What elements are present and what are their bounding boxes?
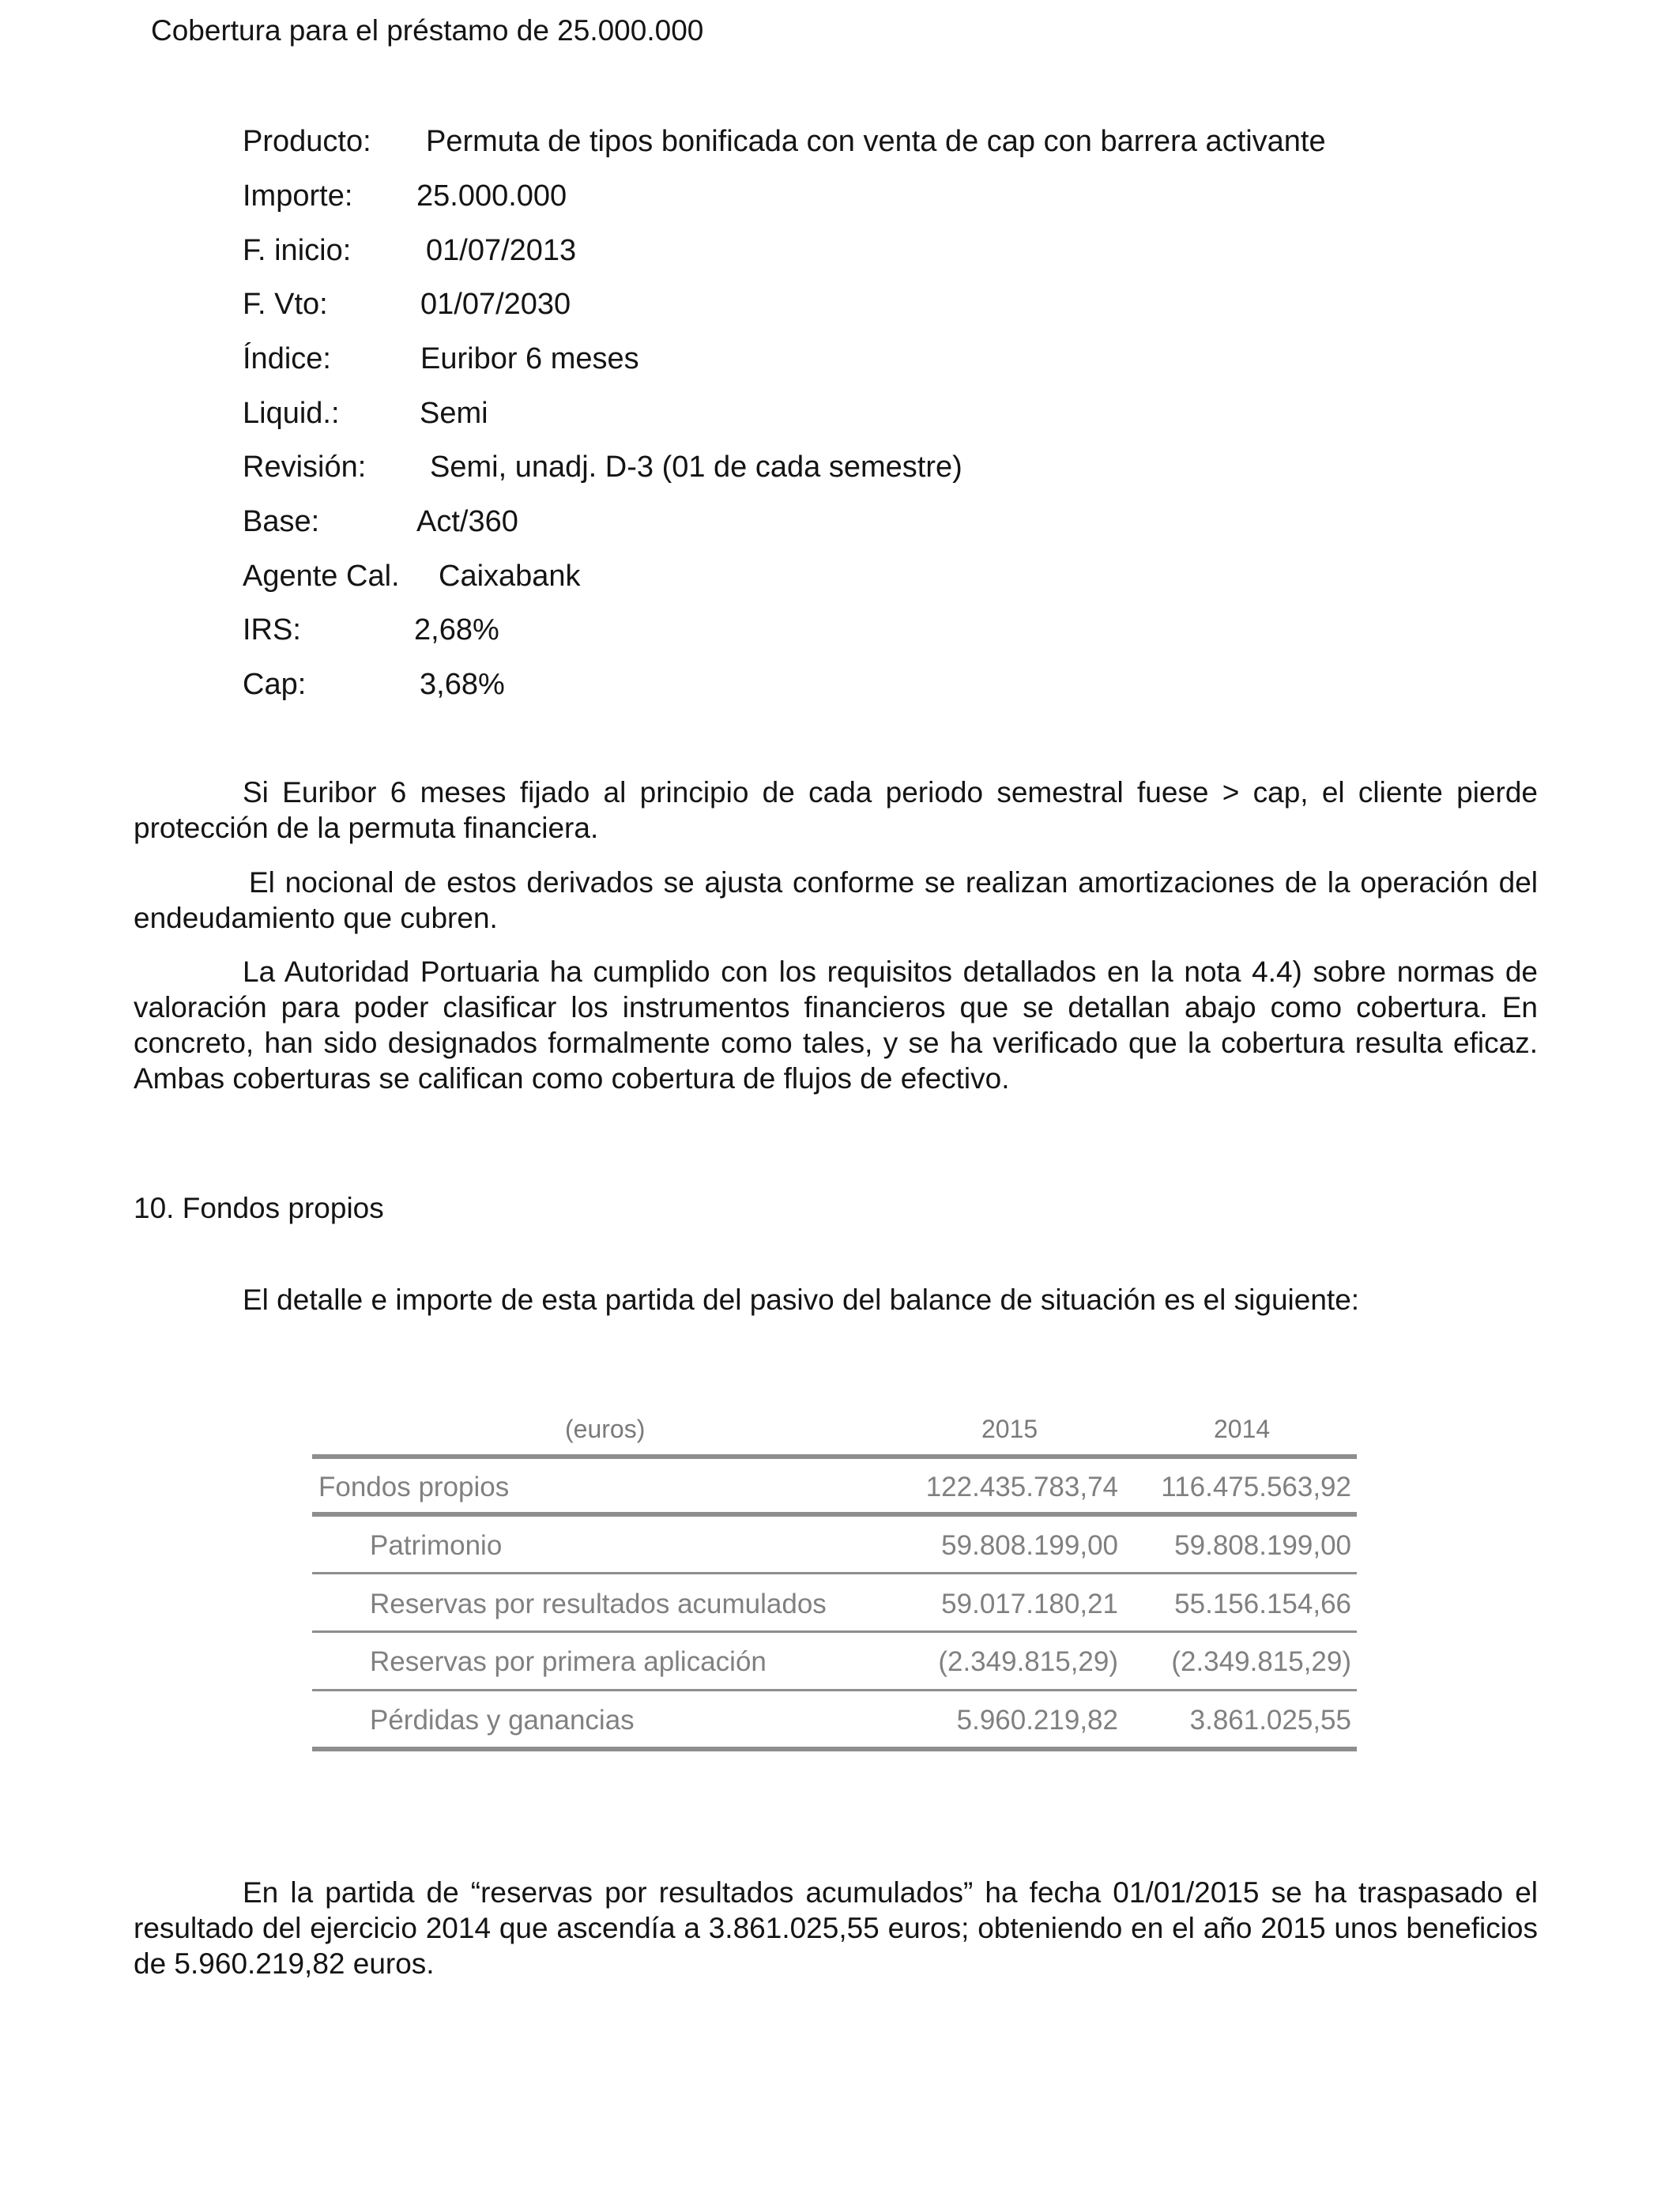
section-heading: 10. Fondos propios bbox=[134, 1192, 384, 1224]
row-value-2014: 3.861.025,55 bbox=[1189, 1705, 1351, 1736]
spec-label-vto: F. Vto: bbox=[243, 288, 328, 321]
table-rule bbox=[312, 1572, 1357, 1574]
spec-value-indice: Euribor 6 meses bbox=[420, 342, 639, 375]
paragraph-autoridad bbox=[134, 954, 1538, 1096]
spec-label-irs: IRS: bbox=[243, 613, 301, 647]
spec-label-cap: Cap: bbox=[243, 668, 307, 701]
paragraph-nocional bbox=[134, 865, 1538, 936]
spec-value-importe: 25.000.000 bbox=[416, 179, 567, 213]
row-value-2015: 59.017.180,21 bbox=[941, 1589, 1118, 1619]
spec-label-liquid: Liquid.: bbox=[243, 397, 340, 430]
row-label: Reservas por primera aplicación bbox=[370, 1646, 767, 1677]
row-value-2014: 59.808.199,00 bbox=[1174, 1530, 1351, 1561]
row-value-2014: (2.349.815,29) bbox=[1171, 1646, 1351, 1677]
table-header-label: (euros) bbox=[565, 1415, 646, 1443]
paragraph-autoridad-text: La Autoridad Portuaria ha cumplido con los requisitos detallados en la nota 4.4) sobre normas de valoración para poder clasificar los instrumentos financieros que se detallan abajo como cobertura. En concreto, han sido designados formalmente como tales, y se ha verificado que la cobertura resulta eficaz. Ambas coberturas se califican como cobertura de flujos de efectivo. bbox=[134, 956, 1538, 1095]
spec-value-vto: 01/07/2030 bbox=[420, 288, 571, 321]
section-intro: El detalle e importe de esta partida del pasivo del balance de situación es el siguiente: bbox=[243, 1284, 1360, 1316]
spec-value-irs: 2,68% bbox=[414, 613, 499, 647]
paragraph-cap-condition-text: Si Euribor 6 meses fijado al principio de cada periodo semestral fuese > cap, el cliente pierde protección de la permuta financiera. bbox=[134, 776, 1538, 844]
table-header-2015: 2015 bbox=[981, 1415, 1038, 1443]
row-value-2015: 5.960.219,82 bbox=[956, 1705, 1118, 1736]
document-title: Cobertura para el préstamo de 25.000.000 bbox=[151, 14, 704, 47]
spec-value-base: Act/360 bbox=[416, 505, 518, 538]
spec-label-base: Base: bbox=[243, 505, 320, 538]
paragraph-nocional-text: El nocional de estos derivados se ajusta conforme se realizan amortizaciones de la operación del endeudamiento que cubren. bbox=[134, 866, 1538, 934]
spec-value-cap: 3,68% bbox=[420, 668, 505, 701]
spec-label-agente: Agente Cal. bbox=[243, 560, 400, 593]
row-value-2014: 55.156.154,66 bbox=[1174, 1589, 1351, 1619]
table-rule bbox=[312, 1630, 1357, 1633]
spec-value-inicio: 01/07/2013 bbox=[426, 234, 577, 267]
table-rule bbox=[312, 1689, 1357, 1691]
row-label: Reservas por resultados acumulados bbox=[370, 1589, 827, 1619]
paragraph-closing-text: En la partida de “reservas por resultados acumulados” ha fecha 01/01/2015 se ha traspasado el resultado del ejercicio 2014 que ascendía a 3.861.025,55 euros; obteniendo en el año 2015 unos beneficios de 5.960.219,82 euros. bbox=[134, 1876, 1538, 1980]
paragraph-cap-condition bbox=[134, 775, 1538, 846]
row-value-2015: (2.349.815,29) bbox=[938, 1646, 1118, 1677]
table-header-2014: 2014 bbox=[1214, 1415, 1271, 1443]
table-rule bbox=[312, 1747, 1357, 1751]
row-label: Fondos propios bbox=[318, 1472, 510, 1502]
spec-value-liquid: Semi bbox=[420, 397, 488, 430]
row-label: Patrimonio bbox=[370, 1530, 503, 1561]
paragraph-closing bbox=[134, 1875, 1538, 1981]
spec-value-revision: Semi, unadj. D-3 (01 de cada semestre) bbox=[430, 450, 962, 484]
table-rule bbox=[312, 1454, 1357, 1459]
spec-label-importe: Importe: bbox=[243, 179, 353, 213]
spec-label-indice: Índice: bbox=[243, 342, 331, 375]
row-value-2015: 122.435.783,74 bbox=[925, 1472, 1118, 1502]
spec-label-inicio: F. inicio: bbox=[243, 234, 352, 267]
row-value-2014: 116.475.563,92 bbox=[1161, 1472, 1351, 1502]
spec-value-producto: Permuta de tipos bonificada con venta de cap con barrera activante bbox=[426, 125, 1326, 158]
table-rule bbox=[312, 1512, 1357, 1517]
row-label: Pérdidas y ganancias bbox=[370, 1705, 635, 1736]
spec-label-revision: Revisión: bbox=[243, 450, 367, 484]
row-value-2015: 59.808.199,00 bbox=[941, 1530, 1118, 1561]
spec-value-agente: Caixabank bbox=[439, 560, 581, 593]
spec-label-producto: Producto: bbox=[243, 125, 371, 158]
